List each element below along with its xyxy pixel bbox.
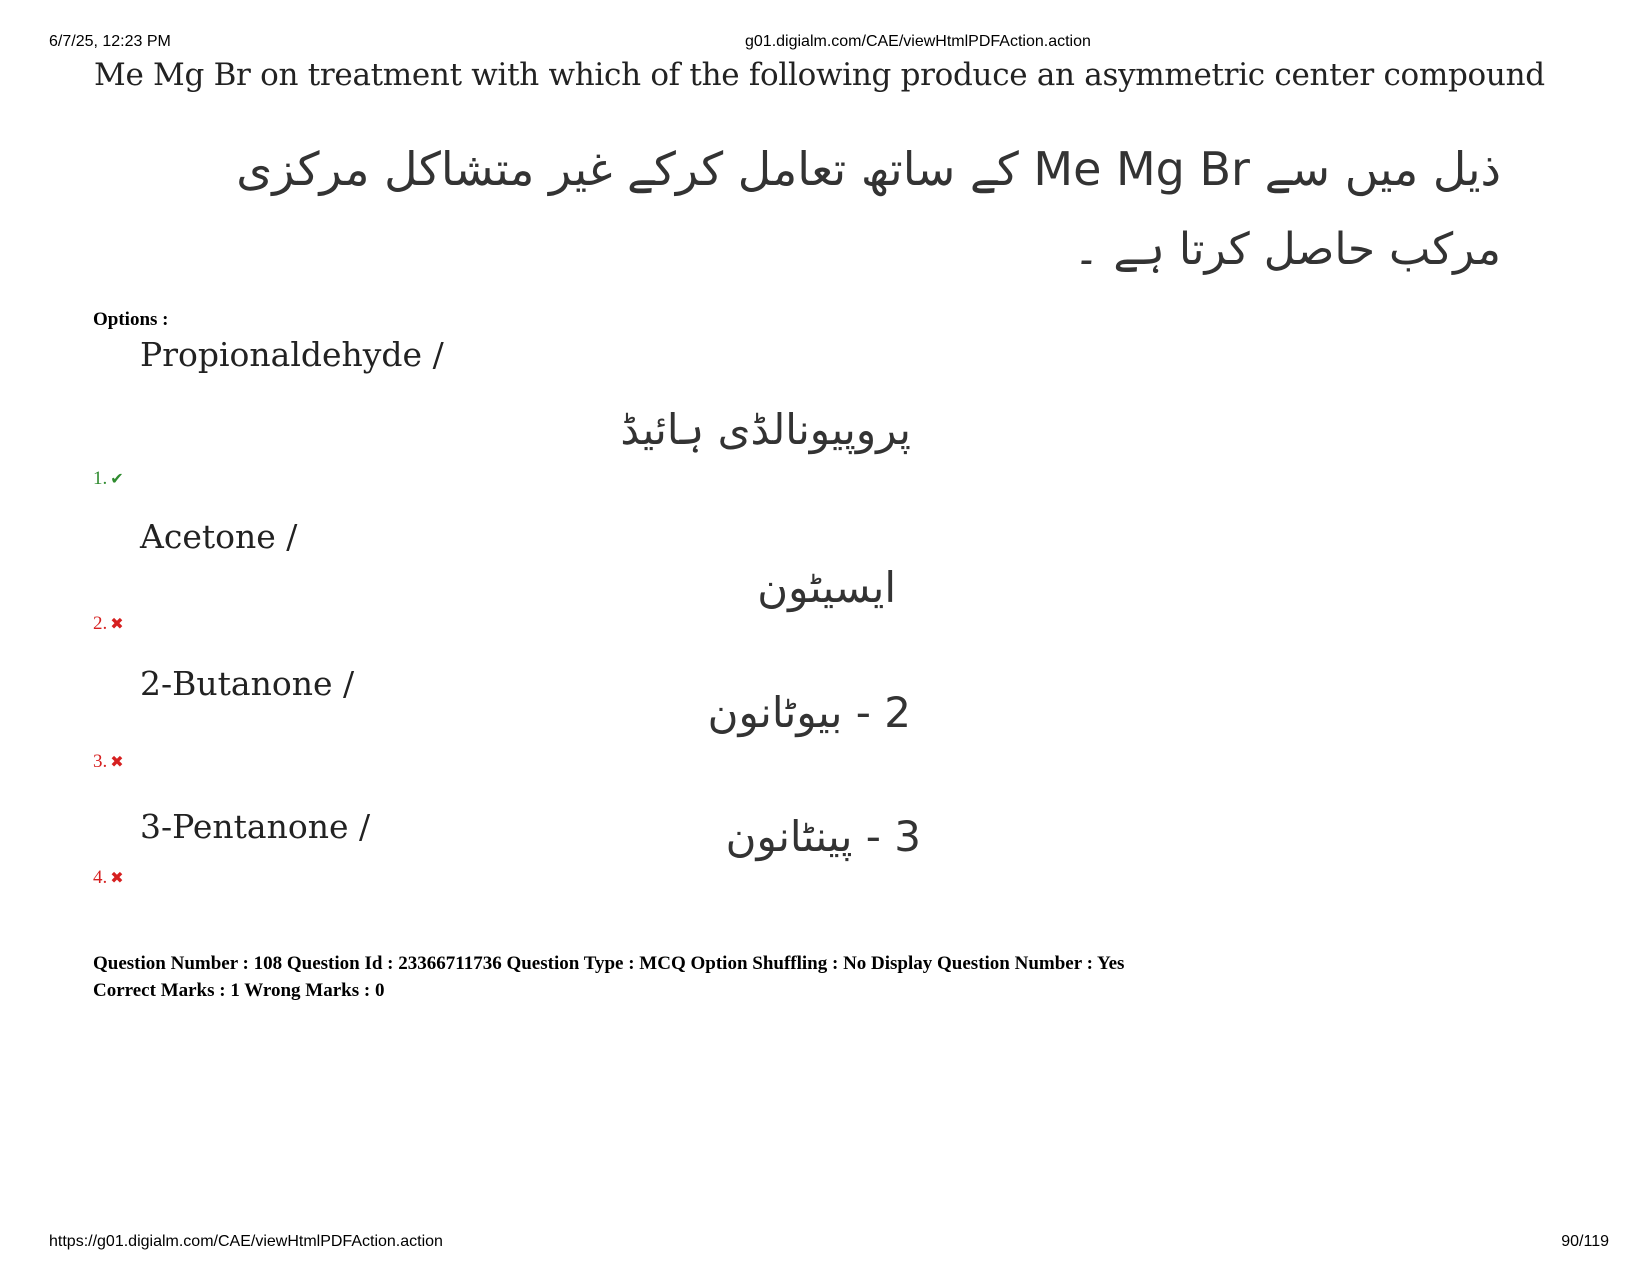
- option-1-urdu: پروپیونالڈی ہائیڈ: [620, 405, 911, 454]
- option-1-number-label: 1.: [93, 468, 108, 489]
- cross-icon: ✖: [110, 614, 124, 633]
- option-1-number: [93, 468, 124, 490]
- footer-page-number: 90/119: [1561, 1233, 1609, 1250]
- option-3-number-label: 3.: [93, 751, 108, 772]
- option-2-english: Acetone /: [140, 517, 298, 556]
- options-label: Options :: [93, 309, 169, 330]
- question-meta-line-1: Question Number : 108 Question Id : 23366711736 Question Type : MCQ Option Shuffling : No Display Question Number : Yes: [93, 953, 1125, 974]
- option-2-urdu: ایسیٹون: [757, 563, 896, 612]
- header-datetime: 6/7/25, 12:23 PM: [49, 33, 171, 50]
- cross-icon: ✖: [110, 868, 124, 887]
- option-2-number-label: 2.: [93, 613, 108, 634]
- option-3-urdu: 2 - بیوٹانون: [707, 688, 911, 737]
- option-1-english: Propionaldehyde /: [140, 335, 444, 374]
- footer-url: https://g01.digialm.com/CAE/viewHtmlPDFAction.action: [49, 1233, 443, 1250]
- option-4-urdu: 3 - پینٹانون: [725, 812, 921, 861]
- question-text-english: Me Mg Br on treatment with which of the following produce an asymmetric center compound: [94, 57, 1545, 93]
- header-url: g01.digialm.com/CAE/viewHtmlPDFAction.action: [745, 33, 1091, 50]
- option-4-number-label: 4.: [93, 867, 108, 888]
- option-3-english: 2-Butanone /: [140, 664, 355, 703]
- option-4-number: [93, 867, 124, 889]
- option-2-number: [93, 613, 124, 635]
- question-meta-line-2: Correct Marks : 1 Wrong Marks : 0: [93, 980, 385, 1001]
- cross-icon: ✖: [110, 752, 124, 771]
- option-4-english: 3-Pentanone /: [140, 807, 371, 846]
- check-icon: ✔: [110, 469, 124, 488]
- question-text-urdu-line-2: مرکب حاصل کرتا ہے ۔: [1073, 224, 1501, 275]
- option-3-number: [93, 751, 124, 773]
- question-text-urdu-line-1: ذیل میں سے Me Mg Br کے ساتھ تعامل کرکے غیر متشاکل مرکزی: [236, 142, 1501, 196]
